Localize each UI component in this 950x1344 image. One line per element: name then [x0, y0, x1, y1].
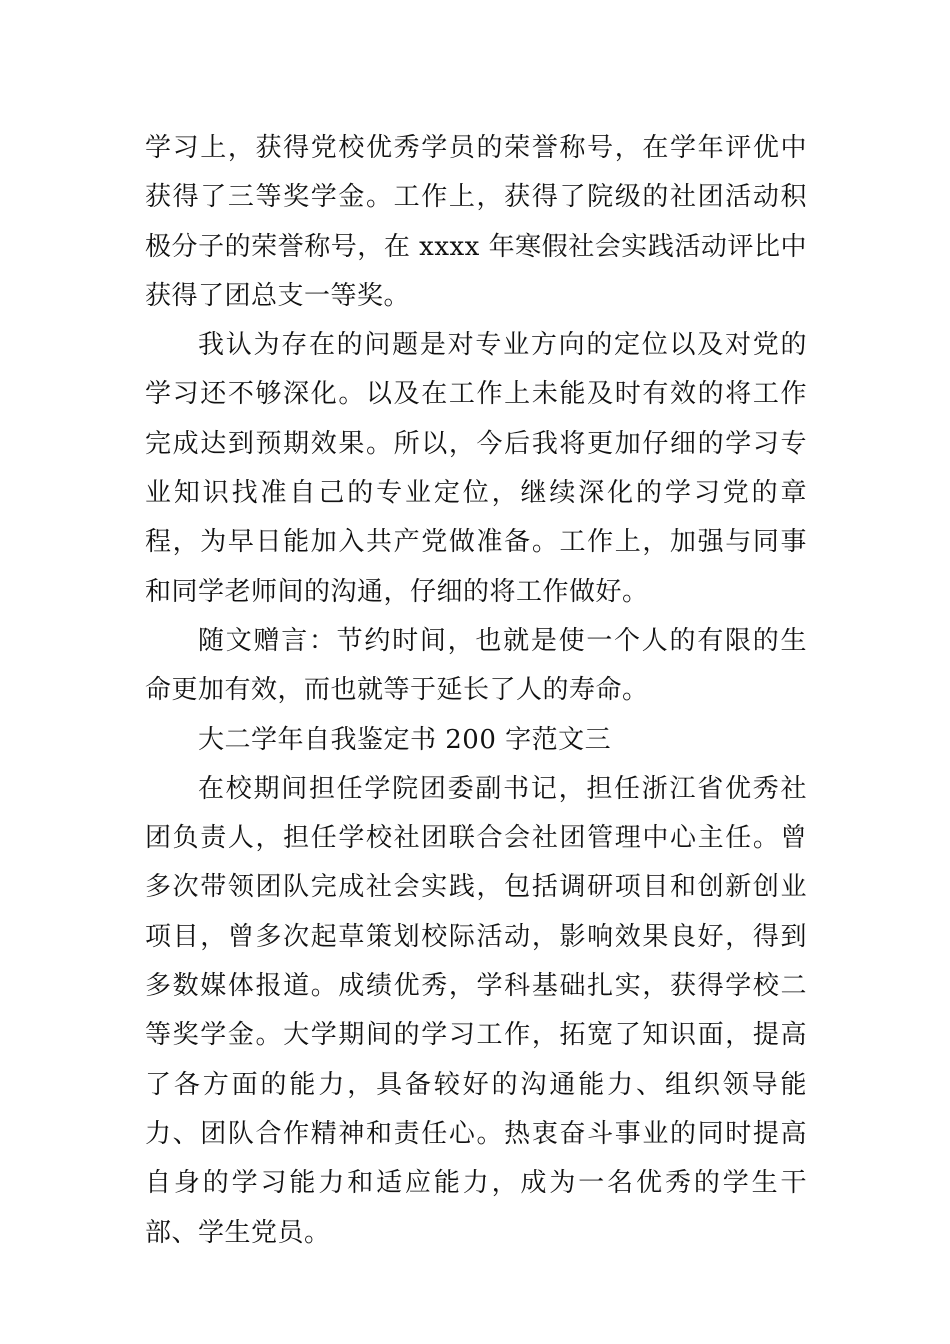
paragraph-achievements: 学习上，获得党校优秀学员的荣誉称号，在学年评优中获得了三等奖学金。工作上，获得了院级的社团活动积极分子的荣誉称号，在 xxxx 年寒假社会实践活动评比中获得了团总支一等奖。 [145, 133, 807, 311]
document-body [145, 124, 807, 1258]
paragraph-quote: 随文赠言：节约时间，也就是使一个人的有限的生命更加有效，而也就等于延长了人的寿命。 [145, 625, 807, 706]
paragraph-problems: 我认为存在的问题是对专业方向的定位以及对党的学习还不够深化。以及在工作上未能及时有效的将工作完成达到预期效果。所以，今后我将更加仔细的学习专业知识找准自己的专业定位，继续深化的学习党的章程，为早日能加入共产党做准备。工作上，加强与同事和同学老师间的沟通，仔细的将工作做好。 [145, 330, 807, 607]
paragraph-self-evaluation: 在校期间担任学院团委副书记，担任浙江省优秀社团负责人，担任学校社团联合会社团管理中心主任。曾多次带领团队完成社会实践，包括调研项目和创新创业项目，曾多次起草策划校际活动，影响效果良好，得到多数媒体报道。成绩优秀，学科基础扎实，获得学校二等奖学金。大学期间的学习工作，拓宽了知识面，提高了各方面的能力，具备较好的沟通能力、组织领导能力、团队合作精神和责任心。热衷奋斗事业的同时提高自身的学习能力和适应能力，成为一名优秀的学生干部、学生党员。 [145, 773, 807, 1248]
section-heading: 大二学年自我鉴定书 200 字范文三 [198, 724, 612, 755]
